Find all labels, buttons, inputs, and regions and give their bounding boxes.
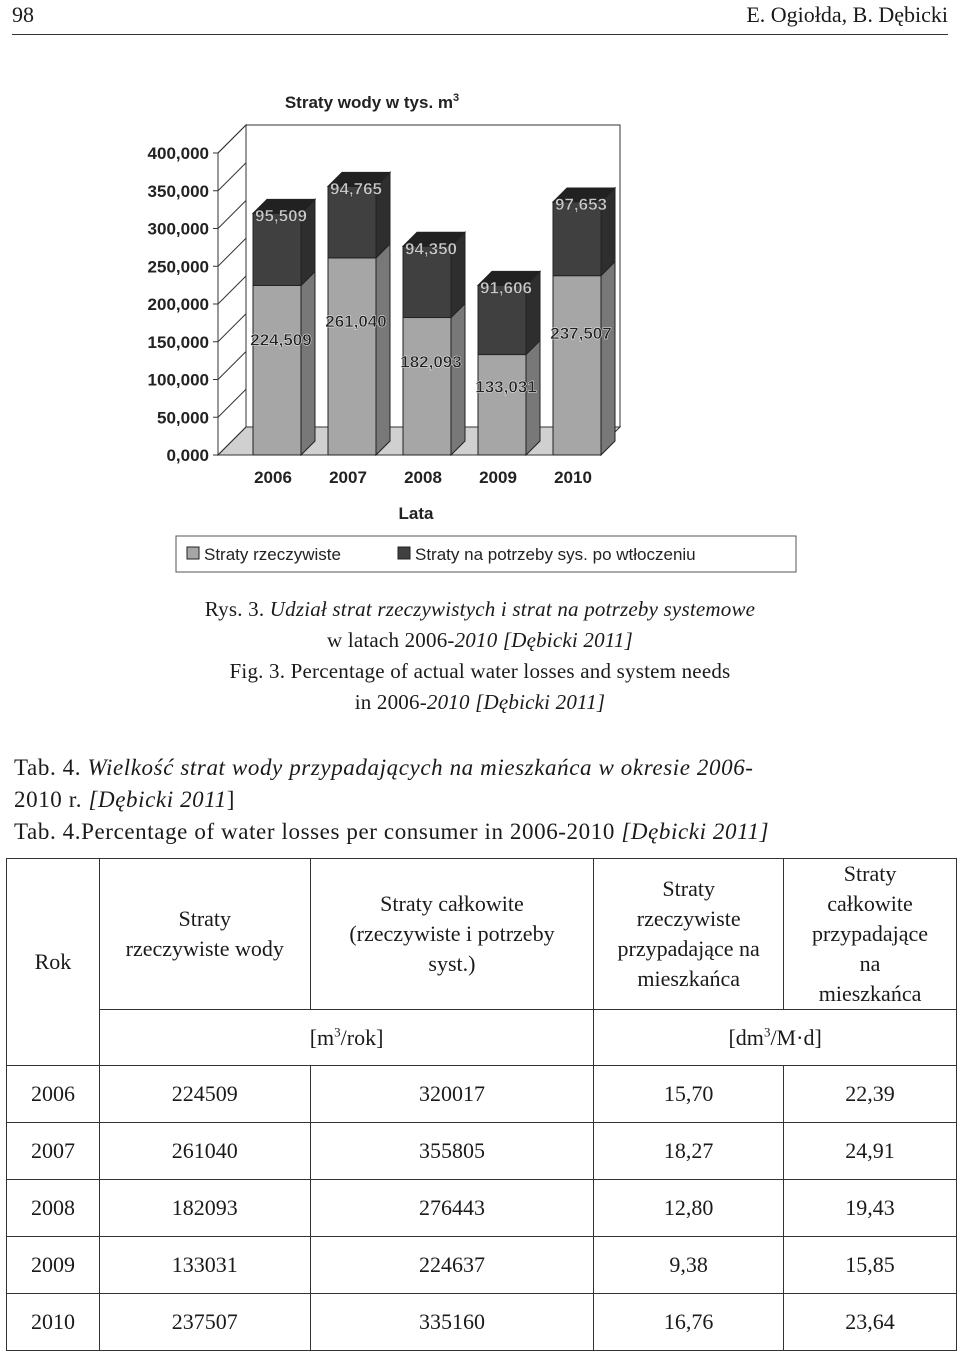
table-cell: 182093 [99, 1180, 310, 1237]
x-tick-label: 2009 [479, 468, 517, 487]
table-cell: 15,70 [594, 1066, 784, 1123]
table-cell: 18,27 [594, 1123, 784, 1180]
data-label: 237,507 [550, 324, 612, 344]
table-cell: 19,43 [784, 1180, 957, 1237]
figure-caption-pl-line1: Udział strat rzeczywistych i strat na potrzeby systemowe [269, 597, 756, 621]
table-cell: 355805 [310, 1123, 594, 1180]
table-cell-year: 2010 [7, 1294, 100, 1351]
stacked-bar-chart [100, 78, 840, 578]
table-caption-pl-title: Wielkość strat wody przypadających na mieszkańca w okresie 2006- [87, 755, 754, 780]
page-number: 98 [12, 2, 34, 27]
data-label: 133,031 [475, 377, 537, 397]
table-caption-en-title: Percentage of water losses per consumer in 2006-2010 [81, 819, 622, 844]
header-col4: Straty całkowite przypadające na mieszkańca [784, 859, 957, 1010]
table-caption-pl-line2a: 2010 r. [14, 787, 83, 812]
chart-title: Straty wody w tys. $m^3$ [284, 92, 460, 112]
data-label: 95,509 [255, 206, 307, 226]
table-cell: 237507 [99, 1294, 310, 1351]
table-caption-en [14, 816, 950, 848]
legend-label-actual: Straty rzeczywiste [204, 545, 341, 564]
table-caption-en-source: [Dębicki 2011] [621, 819, 770, 844]
bar-side-2008 [451, 304, 465, 455]
bar-actual-2008 [403, 318, 451, 455]
table-cell: 16,76 [594, 1294, 784, 1351]
unit-volume-per-year: $[m^3/rok]$ [99, 1010, 593, 1066]
table-row [7, 1237, 957, 1294]
x-tick-label: 2006 [254, 468, 292, 487]
y-tick-label: 400,000 [147, 144, 209, 163]
x-tick-label: 2008 [404, 468, 442, 487]
table-caption-pl [14, 752, 950, 816]
table-caption-pl-line2b: [Dębicki 2011 [88, 787, 227, 812]
table-cell-year: 2007 [7, 1123, 100, 1180]
water-losses-table [6, 858, 957, 1351]
data-label: 224,509 [250, 330, 312, 350]
header-rok: Rok [7, 859, 100, 1066]
bar-side-2006 [301, 271, 315, 455]
header-col2: Straty całkowite (rzeczywiste i potrzeby syst.) [310, 859, 594, 1010]
legend-swatch-actual [187, 547, 199, 559]
table-caption-pl-line2c: ] [226, 787, 236, 812]
x-tick-label: 2007 [329, 468, 367, 487]
table-cell: 224509 [99, 1066, 310, 1123]
data-label: 182,093 [400, 352, 462, 372]
table-cell: 12,80 [594, 1180, 784, 1237]
table-row [7, 1123, 957, 1180]
y-tick-label: 200,000 [147, 295, 209, 314]
table-cell: 320017 [310, 1066, 594, 1123]
y-tick-label: 0,000 [166, 446, 209, 465]
table-cell-year: 2008 [7, 1180, 100, 1237]
header-col3: Straty rzeczywiste przypadające na mieszkańca [594, 859, 784, 1010]
table-row [7, 1066, 957, 1123]
y-tick-label: 350,000 [147, 181, 209, 201]
legend-label-system: Straty na potrzeby sys. po wtłoczeniu [415, 545, 696, 564]
running-head-authors: E. Ogiołda, B. Dębicki [746, 2, 948, 27]
table-cell: 335160 [310, 1294, 594, 1351]
y-tick-label: 150,000 [147, 332, 209, 352]
figure-caption-en-line2a: in 2006- [354, 690, 427, 714]
figure-caption-pl-line2b: 2010 [Dębicki 2011] [454, 628, 633, 652]
table-cell: 15,85 [784, 1237, 957, 1294]
unit-volume-per-capita-day: $[dm^3/M\cdot d]$ [594, 1010, 957, 1066]
table-cell: 224637 [310, 1237, 594, 1294]
header-col1: Straty rzeczywiste wody [99, 859, 310, 1010]
figure-caption-en-line2b: 2010 [Dębicki 2011] [426, 690, 606, 714]
figure-caption-en-line1: Fig. 3. Percentage of actual water losses and system needs [229, 659, 731, 683]
data-label: 97,653 [555, 194, 607, 214]
data-label: 91,606 [480, 278, 532, 298]
table-row [7, 1294, 957, 1351]
figure-caption-pl [0, 594, 960, 656]
y-tick-label: 250,000 [147, 257, 209, 277]
bar-side-2009 [526, 341, 540, 455]
table-caption-pl-prefix: Tab. 4. [14, 755, 82, 780]
page-header [12, 0, 948, 35]
y-tick-label: 50,000 [157, 408, 209, 428]
table-cell: 24,91 [784, 1123, 957, 1180]
table-cell: 23,64 [784, 1294, 957, 1351]
x-tick-label: 2010 [554, 468, 592, 487]
bar-side-2007 [376, 244, 390, 455]
table-cell-year: 2006 [7, 1066, 100, 1123]
figure-caption-en [0, 656, 960, 718]
y-tick-label: 300,000 [147, 219, 209, 239]
table-cell: 22,39 [784, 1066, 957, 1123]
table-cell: 9,38 [594, 1237, 784, 1294]
table-cell-year: 2009 [7, 1237, 100, 1294]
table-caption-en-prefix: Tab. 4. [14, 819, 82, 844]
data-label: 94,350 [405, 239, 457, 259]
bar-actual-2010 [553, 276, 601, 455]
table-cell: 276443 [310, 1180, 594, 1237]
data-label: 261,040 [325, 311, 387, 331]
bar-actual-2006 [253, 285, 301, 455]
bar-actual-2009 [478, 355, 526, 455]
table-cell: 133031 [99, 1237, 310, 1294]
figure-caption-pl-prefix: Rys. 3. [204, 597, 265, 621]
bar-side-2010 [601, 262, 615, 455]
y-tick-label: 100,000 [147, 370, 209, 390]
bar-actual-2007 [328, 258, 376, 455]
table-row [7, 1180, 957, 1237]
table-cell: 261040 [99, 1123, 310, 1180]
x-axis-label: Lata [398, 504, 434, 523]
legend-swatch-system [398, 547, 410, 559]
data-label: 94,765 [330, 179, 382, 199]
figure-caption-pl-line2a: w latach 2006- [327, 628, 455, 652]
